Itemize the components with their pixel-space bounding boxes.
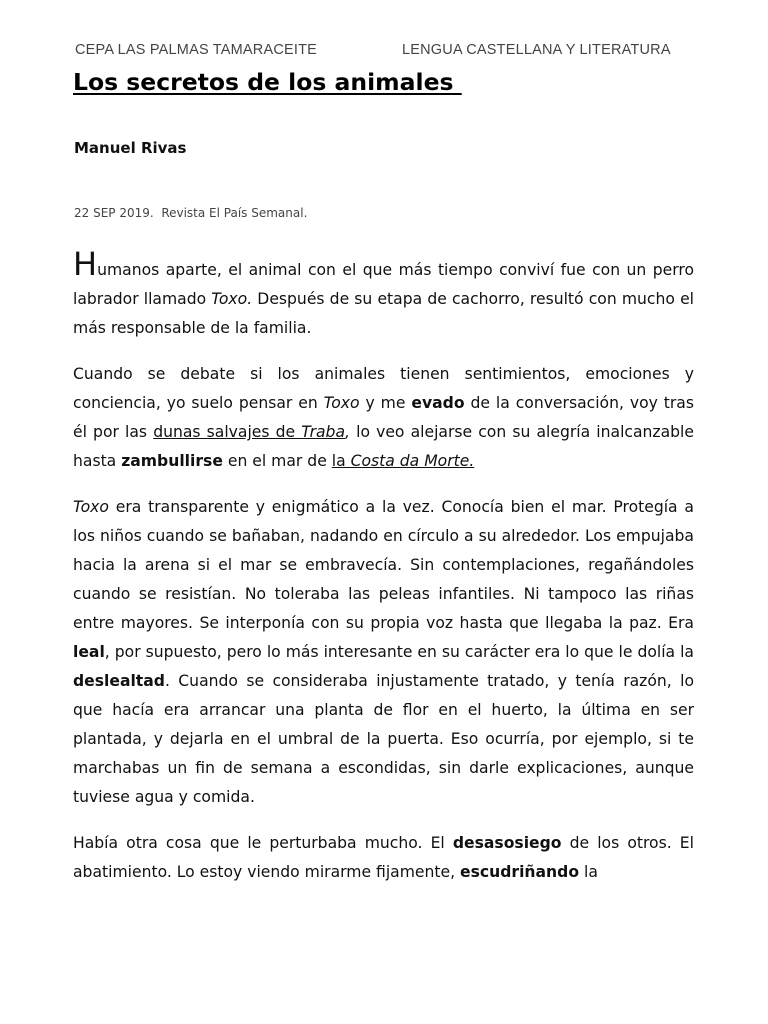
text: Había otra cosa que le perturbaba mucho. El — [73, 834, 453, 852]
article-body — [73, 245, 694, 904]
text: umanos aparte, el animal con el que más tiempo conviví fue con un perro labrador llamado — [73, 261, 694, 308]
article-author: Manuel Rivas — [74, 139, 187, 157]
article-source-date: 22 SEP 2019. Revista El País Semanal. — [74, 206, 308, 220]
text: de la conversación, voy tras él por las — [73, 394, 694, 441]
text: Después de su etapa de cachorro, resultó con mucho el más responsable de la familia. — [73, 290, 694, 337]
text: de los otros. El abatimiento. Lo estoy viendo mirarme fijamente, — [73, 834, 694, 881]
bold-word: evado — [411, 394, 465, 412]
bold-word: escudriñando — [460, 863, 580, 881]
drop-cap: H — [73, 245, 98, 283]
text: , — [345, 423, 350, 441]
paragraph-4 — [73, 829, 694, 887]
link-costa-da-morte[interactable] — [332, 452, 475, 470]
text: Cuando se debate si los animales tienen sentimientos, emociones y conciencia, yo suelo pensar en — [73, 365, 694, 412]
link-text-italic: Traba — [301, 423, 346, 441]
bold-word: desasosiego — [452, 834, 562, 852]
text: y me — [359, 394, 412, 412]
bold-word: zambullirse — [121, 452, 223, 470]
text: en el mar de — [222, 452, 332, 470]
paragraph-2 — [73, 360, 694, 476]
italic-name: Toxo — [323, 394, 360, 412]
header-subject: LENGUA CASTELLANA Y LITERATURA — [402, 42, 671, 58]
text: , por supuesto, pero lo más interesante en su carácter era lo que le dolía la — [104, 643, 694, 661]
italic-name: Toxo. — [211, 290, 253, 308]
paragraph-1 — [73, 245, 694, 343]
bold-word: deslealtad — [73, 672, 165, 690]
paragraph-3 — [73, 493, 694, 812]
text: . Cuando se consideraba injustamente tratado, y tenía razón, lo que hacía era arrancar una planta de flor en el huerto, la última en ser plantada, y dejarla en el umbral de la puerta. Eso ocurría, por ejemplo, si te marchabas un fin de semana a escondidas, sin darle explicaciones, aunque tuviese agua y comida. — [73, 672, 694, 806]
bold-word: leal — [73, 643, 105, 661]
article-title: Los secretos de los animales — [73, 68, 462, 96]
link-dunas-traba[interactable] — [153, 423, 345, 441]
text: era transparente y enigmático a la vez. Conocía bien el mar. Protegía a los niños cuando se bañaban, nadando en círculo a su alrededor. Los empujaba hacia la arena si el mar se embravecía. Sin contemplaciones, regañándoles cuando se resistían. No toleraba las peleas infantiles. Ni tampoco las riñas entre mayores. Se interponía con su propia voz hasta que llegaba la paz. Era — [73, 498, 694, 632]
link-text-italic: Costa da Morte. — [350, 452, 475, 470]
link-text: la — [331, 452, 351, 470]
link-text: dunas salvajes de — [153, 423, 302, 441]
text: lo veo alejarse con su alegría inalcanzable hasta — [73, 423, 694, 470]
header-school: CEPA LAS PALMAS TAMARACEITE — [75, 42, 318, 58]
text: la — [579, 863, 598, 881]
italic-name: Toxo — [73, 498, 109, 516]
